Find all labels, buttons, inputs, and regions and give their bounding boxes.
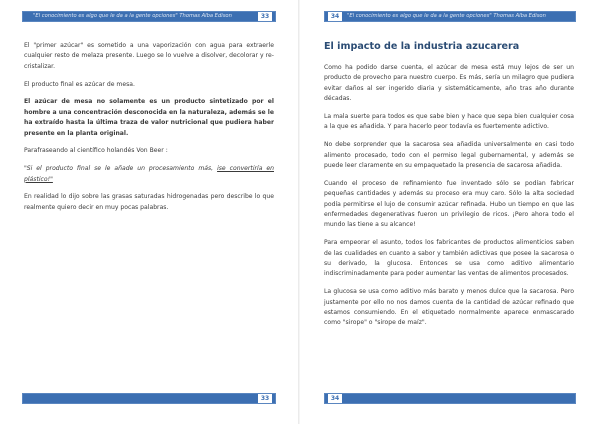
left-header-bar: [22, 11, 276, 22]
left-paragraph-2: El producto final es azúcar de mesa.: [24, 80, 135, 88]
right-paragraph-2: La mala suerte para todos es que sabe bien y hace que sepa bien cualquier cosa a la que es añadida. Y para hacerlo peor todavía es fuertemente adictivo.: [324, 113, 574, 131]
right-header-quote: "El conocimiento es algo que le da a la gente opciones" Thomas Alba Edison: [347, 13, 546, 19]
left-header-quote: "El conocimiento es algo que le da a la gente opciones" Thomas Alba Edison: [33, 13, 232, 19]
left-quote-text: "Si el producto final se le añade un procesamiento más,: [24, 165, 218, 173]
left-quote-underlined: ise convertiría en plástico!": [24, 165, 274, 183]
right-header-page-number: 34: [328, 12, 342, 21]
left-paragraph-3: El azúcar de mesa no solamente es un producto sintetizado por el hombre a una concentración desconocida en la naturaleza, además se le ha extraído hasta la última traza de valor nutricional que pudiera haber presente en la planta original.: [24, 98, 274, 137]
left-paragraph-1: El "primer azúcar" es sometido a una vaporización con agua para extraerle cualquier resto de melaza presente. Luego se lo vuelve a disolver, decolorar y re-cristalizar.: [24, 42, 274, 70]
right-paragraph-3: No debe sorprender que la sacarosa sea añadida universalmente en casi todo alimento procesado, todo con el permiso legal gubernamental, y además se puede leer claramente en su empaquetado la presencia de sacarosa añadida.: [324, 141, 574, 170]
right-header-bar: [324, 11, 576, 22]
left-page-content: [24, 41, 274, 221]
right-page: [300, 0, 600, 424]
left-paragraph-4: Parafraseando al científico holandés Von Beer :: [24, 147, 168, 155]
right-paragraph-6: La glucosa se usa como aditivo más barato y menos dulce que la sacarosa. Pero justamente por ello no nos damos cuenta de la cantidad de azúcar refinado que estamos consumiendo. En el etiquetado normalmente aparece enmascarado como "sirope" o "sirope de maíz".: [324, 288, 574, 327]
right-paragraph-4: Cuando el proceso de refinamiento fue inventado sólo se podían fabricar pequeñas cantidades y además su proceso era muy caro. Sólo la alta sociedad podía permitirse el lujo de consumir azúcar refinada. Hubo un tiempo en que las enfermedades degenerativas fueron un privilegio de ricos. ¡Pero ahora todo el mundo las tiene a su alcance!: [324, 179, 574, 229]
left-header-page-number: 33: [258, 12, 272, 21]
right-footer-bar: [324, 393, 576, 404]
right-page-content: [324, 41, 574, 336]
left-paragraph-6: En realidad lo dijo sobre las grasas saturadas hidrogenadas pero describe lo que realmente quiero decir en muy pocas palabras.: [24, 193, 274, 211]
right-footer-page-number: 34: [328, 394, 342, 403]
section-title: El impacto de la industria azucarera: [324, 41, 520, 52]
left-footer-page-number: 33: [258, 394, 272, 403]
left-paragraph-5: [24, 164, 274, 185]
left-footer-bar: [22, 393, 276, 404]
right-paragraph-1: Como ha podido darse cuenta, el azúcar de mesa está muy lejos de ser un producto de provecho para nuestro cuerpo. Es más, sería un milagro que pudiera evitar daños al ser ingerido diaria y sistemáticamente, año tras año durante décadas.: [324, 64, 574, 103]
right-paragraph-5: Para empeorar el asunto, todos los fabricantes de productos alimenticios saben de las cualidades en cuanto a sabor y también adictivas que posee la sacarosa o su derivado, la glucosa. Entonces se usa como aditivo alimentario indiscriminadamente para poder aumentar las ventas de alimentos procesados.: [324, 239, 574, 278]
